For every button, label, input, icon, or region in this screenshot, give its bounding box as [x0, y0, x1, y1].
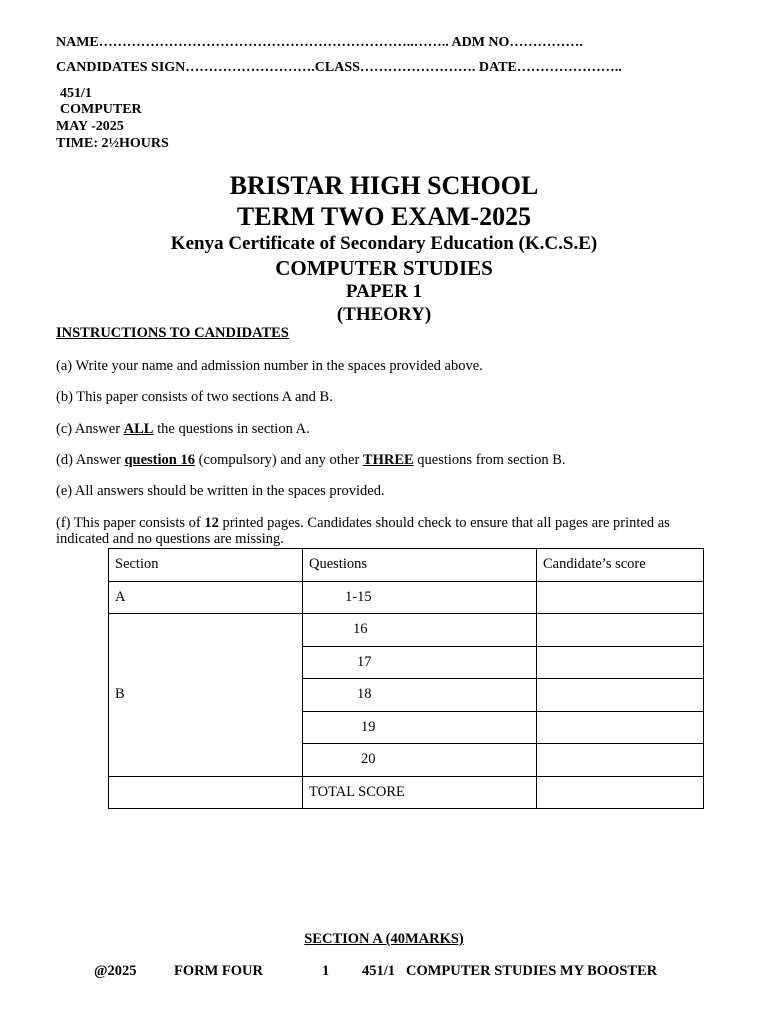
instruction-b: (b) This paper consists of two sections A and B.: [56, 389, 333, 405]
instruction-f: [56, 515, 670, 532]
table-header-row: [109, 549, 704, 582]
certificate-title: Kenya Certificate of Secondary Education (K.C.S.E): [170, 233, 598, 254]
instruction-c: [56, 421, 310, 438]
score-cell-16[interactable]: [537, 614, 704, 647]
footer-copyright: @2025: [94, 963, 137, 979]
exam-title: TERM TWO EXAM-2025: [236, 202, 532, 231]
total-score-label: TOTAL SCORE: [303, 776, 537, 809]
section-b-cell: B: [109, 614, 303, 777]
question-18: 18: [303, 679, 537, 712]
header-candidate-score: Candidate’s score: [537, 549, 704, 582]
instruction-f-line2: indicated and no questions are missing.: [56, 531, 284, 547]
question-16: 16: [303, 614, 537, 647]
footer-title: COMPUTER STUDIES MY BOOSTER: [406, 963, 658, 979]
instruction-d-text: (d) Answer: [56, 452, 125, 468]
table-row: [109, 614, 704, 647]
question-17: 17: [303, 646, 537, 679]
instruction-d-text-mid: (compulsory) and any other: [194, 452, 363, 468]
score-cell-17[interactable]: [537, 646, 704, 679]
instruction-f-page-count: 12: [204, 515, 219, 531]
instruction-d-emphasis-three: THREE: [362, 452, 414, 468]
paper-number: PAPER 1: [345, 281, 423, 302]
score-table: [108, 548, 704, 809]
name-adm-line: NAME…………………………………………………………..…….. ADM NO…………….: [56, 35, 583, 50]
header-section: Section: [109, 549, 303, 582]
table-row: [109, 581, 704, 614]
subject-name: COMPUTER: [60, 102, 142, 117]
header-questions: Questions: [303, 549, 537, 582]
instruction-c-emphasis: ALL: [123, 421, 154, 437]
instruction-c-text: (c) Answer: [56, 421, 124, 437]
instruction-a: (a) Write your name and admission number in the spaces provided above.: [56, 358, 483, 374]
instruction-d: [56, 452, 566, 469]
subject-title: COMPUTER STUDIES: [275, 256, 493, 280]
instruction-f-text-end: printed pages. Candidates should check to ensure that all pages are printed as: [218, 515, 670, 531]
section-a-questions: 1-15: [303, 581, 537, 614]
score-cell-a[interactable]: [537, 581, 704, 614]
footer-form: FORM FOUR: [174, 963, 263, 979]
paper-code: 451/1: [60, 86, 92, 101]
empty-cell: [109, 776, 303, 809]
instruction-c-text-end: the questions in section A.: [153, 421, 310, 437]
score-cell-20[interactable]: [537, 744, 704, 777]
score-cell-18[interactable]: [537, 679, 704, 712]
instructions-heading: INSTRUCTIONS TO CANDIDATES: [56, 325, 289, 341]
exam-time: TIME: 2½HOURS: [56, 136, 169, 151]
section-a-heading: SECTION A (40MARKS): [304, 931, 464, 947]
question-19: 19: [303, 711, 537, 744]
footer-code: 451/1: [362, 963, 396, 979]
exam-date: MAY -2025: [56, 119, 124, 134]
paper-type: (THEORY): [336, 304, 432, 325]
sign-class-date-line: CANDIDATES SIGN……………………….CLASS……………………. DATE…………………..: [56, 60, 622, 75]
instruction-d-text-end: questions from section B.: [413, 452, 566, 468]
total-score-cell[interactable]: [537, 776, 704, 809]
footer-page-number: 1: [322, 963, 330, 979]
instruction-d-emphasis-question: question 16: [124, 452, 195, 468]
section-a-cell: A: [109, 581, 303, 614]
score-cell-19[interactable]: [537, 711, 704, 744]
table-row: [109, 776, 704, 809]
question-20: 20: [303, 744, 537, 777]
school-name: BRISTAR HIGH SCHOOL: [229, 171, 539, 200]
instruction-f-text: (f) This paper consists of: [56, 515, 205, 531]
instruction-e: (e) All answers should be written in the spaces provided.: [56, 483, 385, 499]
